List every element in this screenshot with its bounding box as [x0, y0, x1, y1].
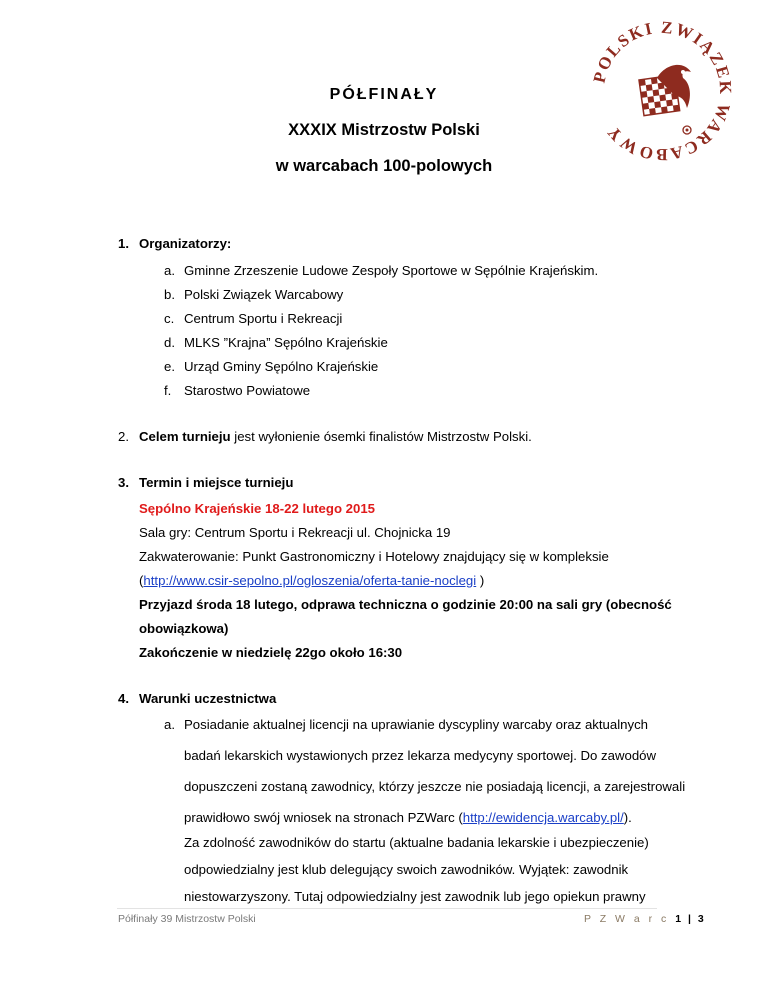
list-item: MLKS ”Krajna” Sępólno Krajeńskie: [184, 335, 388, 350]
section-2-bold: Celem turnieju: [139, 429, 231, 444]
page-subtitle-1: XXXIX Mistrzostw Polski: [288, 121, 480, 139]
lodging-link[interactable]: http://www.csir-sepolno.pl/ogloszenia/oferta-tanie-noclegi: [143, 573, 477, 588]
conditions-line: Posiadanie aktualnej licencji na uprawianie dyscypliny warcaby oraz aktualnych: [184, 717, 649, 732]
closing-text: Zakończenie w niedzielę 22go około 16:30: [139, 645, 403, 660]
conditions-line: badań lekarskich wystawionych przez lekarza medycyny sportowej. Do zawodów: [184, 748, 657, 763]
section-2-rest: jest wyłonienie ósemki finalistów Mistrzostw Polski.: [230, 429, 532, 444]
page-number: 1 | 3: [675, 913, 706, 925]
conditions-text: prawidłowo swój wniosek na stronach PZWarc (: [184, 810, 463, 825]
list-item-letter: a.: [164, 263, 175, 278]
section-1-number: 1.: [118, 236, 129, 251]
list-item: Urząd Gminy Sępólno Krajeńskie: [184, 359, 379, 374]
logo-ring-text: POLSKI ZWIĄZEK WARCABOWY: [589, 17, 736, 165]
list-item: Polski Związek Warcabowy: [184, 287, 344, 302]
footer-title: Półfinały 39 Mistrzostw Polski: [118, 913, 256, 925]
section-2-text: [139, 429, 532, 444]
arrival-line-1: Przyjazd środa 18 lutego, odprawa techniczna o godzinie 20:00 na sali gry (obecność: [139, 597, 672, 612]
list-item: Starostwo Powiatowe: [184, 383, 311, 398]
ewidencja-link[interactable]: http://ewidencja.warcaby.pl/: [462, 810, 624, 825]
conditions-text: ).: [623, 810, 632, 825]
section-4-heading: Warunki uczestnictwa: [139, 691, 277, 706]
lodging-link-line: [139, 573, 484, 588]
arrival-line-2: obowiązkowa): [139, 621, 229, 636]
event-date-place: Sępólno Krajeńskie 18-22 lutego 2015: [139, 501, 376, 516]
page-title: PÓŁFINAŁY: [329, 86, 439, 103]
footer-divider: [117, 908, 657, 909]
conditions-line: Za zdolność zawodników do startu (aktualne badania lekarskie i ubezpieczenie): [184, 835, 649, 850]
section-4-number: 4.: [118, 691, 129, 706]
section-2-number: 2.: [118, 429, 129, 444]
paren-close: ): [476, 573, 485, 588]
section-1-heading: Organizatorzy:: [139, 236, 232, 251]
page-subtitle-2: w warcabach 100-polowych: [275, 157, 493, 175]
list-item-letter: e.: [164, 359, 175, 374]
list-item-letter: a.: [164, 717, 175, 732]
conditions-line: dopuszczeni zostaną zawodnicy, którzy jeszcze nie posiadają licencji, a zarejestrowali: [184, 779, 686, 794]
conditions-line: niestowarzyszony. Tutaj odpowiedzialny jest zawodnik lub jego opiekun prawny: [184, 889, 646, 904]
list-item: Gminne Zrzeszenie Ludowe Zespoły Sportowe w Sępólnie Krajeńskim.: [184, 263, 599, 278]
section-3-number: 3.: [118, 475, 129, 490]
list-item-letter: c.: [164, 311, 175, 326]
list-item-letter: b.: [164, 287, 175, 302]
list-item-letter: f.: [164, 383, 172, 398]
lodging-text: Zakwaterowanie: Punkt Gastronomiczny i Hotelowy znajdujący się w kompleksie: [139, 549, 609, 564]
paren-open: (: [139, 573, 144, 588]
list-item-letter: d.: [164, 335, 175, 350]
conditions-line: odpowiedzialny jest klub delegujący swoich zawodników. Wyjątek: zawodnik: [184, 862, 629, 877]
footer-page-info: [584, 913, 706, 925]
conditions-line-with-link: [184, 810, 632, 825]
list-item: Centrum Sportu i Rekreacji: [184, 311, 343, 326]
section-3-heading: Termin i miejsce turnieju: [139, 475, 294, 490]
footer-brand: P Z W a r c: [584, 913, 670, 925]
venue-text: Sala gry: Centrum Sportu i Rekreacji ul. Chojnicka 19: [139, 525, 451, 540]
